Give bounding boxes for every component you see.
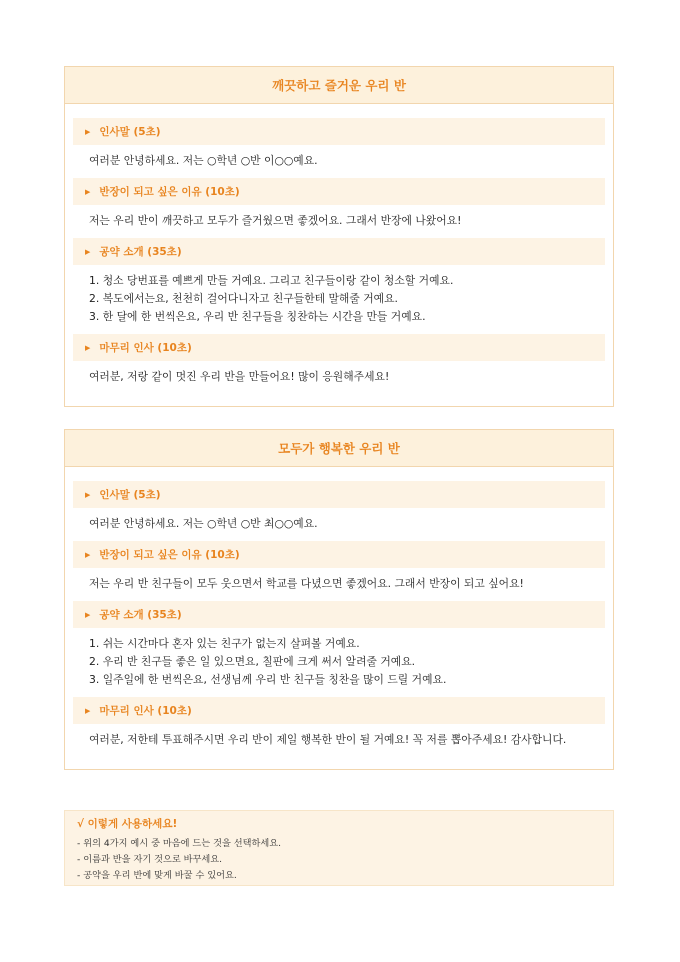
section-heading: 반장이 되고 싶은 이유 (10초) bbox=[99, 549, 240, 561]
section-reason bbox=[73, 178, 605, 238]
triangle-right-icon: ▶ bbox=[85, 247, 91, 256]
section-text: 저는 우리 반 친구들이 모두 웃으면서 학교를 다녔으면 좋겠어요. 그래서 반장이 되고 싶어요! bbox=[89, 577, 524, 590]
section-greeting bbox=[73, 118, 605, 178]
section-reason bbox=[73, 541, 605, 601]
card-title: 모두가 행복한 우리 반 bbox=[65, 430, 613, 467]
section-text: 여러분 안녕하세요. 저는 ○학년 ○반 이○○예요. bbox=[89, 154, 318, 167]
section-heading: 인사말 (5초) bbox=[99, 126, 161, 138]
tip-item: - 이름과 반을 자기 것으로 바꾸세요. bbox=[77, 854, 223, 865]
section-heading: 인사말 (5초) bbox=[99, 489, 161, 501]
tip-item: - 위의 4가지 예시 중 마음에 드는 것을 선택하세요. bbox=[77, 838, 282, 849]
card-title: 깨끗하고 즐거운 우리 반 bbox=[65, 67, 613, 104]
section-text: 저는 우리 반이 깨끗하고 모두가 즐거웠으면 좋겠어요. 그래서 반장에 나왔어요! bbox=[89, 214, 462, 227]
speech-card-2 bbox=[64, 429, 614, 770]
usage-tips bbox=[64, 810, 614, 886]
section-heading: 마무리 인사 (10초) bbox=[99, 705, 192, 717]
section-closing bbox=[73, 334, 605, 394]
section-text: 여러분, 저랑 같이 멋진 우리 반을 만들어요! 많이 응원해주세요! bbox=[89, 370, 390, 383]
triangle-right-icon: ▶ bbox=[85, 490, 91, 499]
speech-card-1 bbox=[64, 66, 614, 407]
pledge-item: 1. 쉬는 시간마다 혼자 있는 친구가 없는지 살펴볼 거예요. bbox=[89, 637, 360, 650]
triangle-right-icon: ▶ bbox=[85, 343, 91, 352]
triangle-right-icon: ▶ bbox=[85, 187, 91, 196]
section-heading: 공약 소개 (35초) bbox=[99, 246, 182, 258]
pledge-item: 2. 복도에서는요, 천천히 걸어다니자고 친구들한테 말해줄 거예요. bbox=[89, 292, 398, 305]
pledge-item: 2. 우리 반 친구들 좋은 일 있으면요, 칠판에 크게 써서 알려줄 거예요. bbox=[89, 655, 416, 668]
tip-item: - 공약을 우리 반에 맞게 바꿀 수 있어요. bbox=[77, 870, 237, 881]
section-heading: 마무리 인사 (10초) bbox=[99, 342, 192, 354]
pledge-item: 3. 한 달에 한 번씩은요, 우리 반 친구들을 칭찬하는 시간을 만들 거예요. bbox=[89, 310, 426, 323]
triangle-right-icon: ▶ bbox=[85, 610, 91, 619]
section-text: 여러분 안녕하세요. 저는 ○학년 ○반 최○○예요. bbox=[89, 517, 318, 530]
section-text: 여러분, 저한테 투표해주시면 우리 반이 제일 행복한 반이 될 거예요! 꼭 저를 뽑아주세요! 감사합니다. bbox=[89, 733, 567, 746]
triangle-right-icon: ▶ bbox=[85, 550, 91, 559]
section-closing bbox=[73, 697, 605, 757]
section-pledges bbox=[73, 601, 605, 697]
pledge-item: 3. 일주일에 한 번씩은요, 선생님께 우리 반 친구들 칭찬을 많이 드릴 거예요. bbox=[89, 673, 447, 686]
pledge-item: 1. 청소 당번표를 예쁘게 만들 거예요. 그리고 친구들이랑 같이 청소할 거예요. bbox=[89, 274, 454, 287]
tips-title: √ 이렇게 사용하세요! bbox=[77, 818, 178, 830]
section-greeting bbox=[73, 481, 605, 541]
triangle-right-icon: ▶ bbox=[85, 127, 91, 136]
section-heading: 공약 소개 (35초) bbox=[99, 609, 182, 621]
triangle-right-icon: ▶ bbox=[85, 706, 91, 715]
section-heading: 반장이 되고 싶은 이유 (10초) bbox=[99, 186, 240, 198]
section-pledges bbox=[73, 238, 605, 334]
